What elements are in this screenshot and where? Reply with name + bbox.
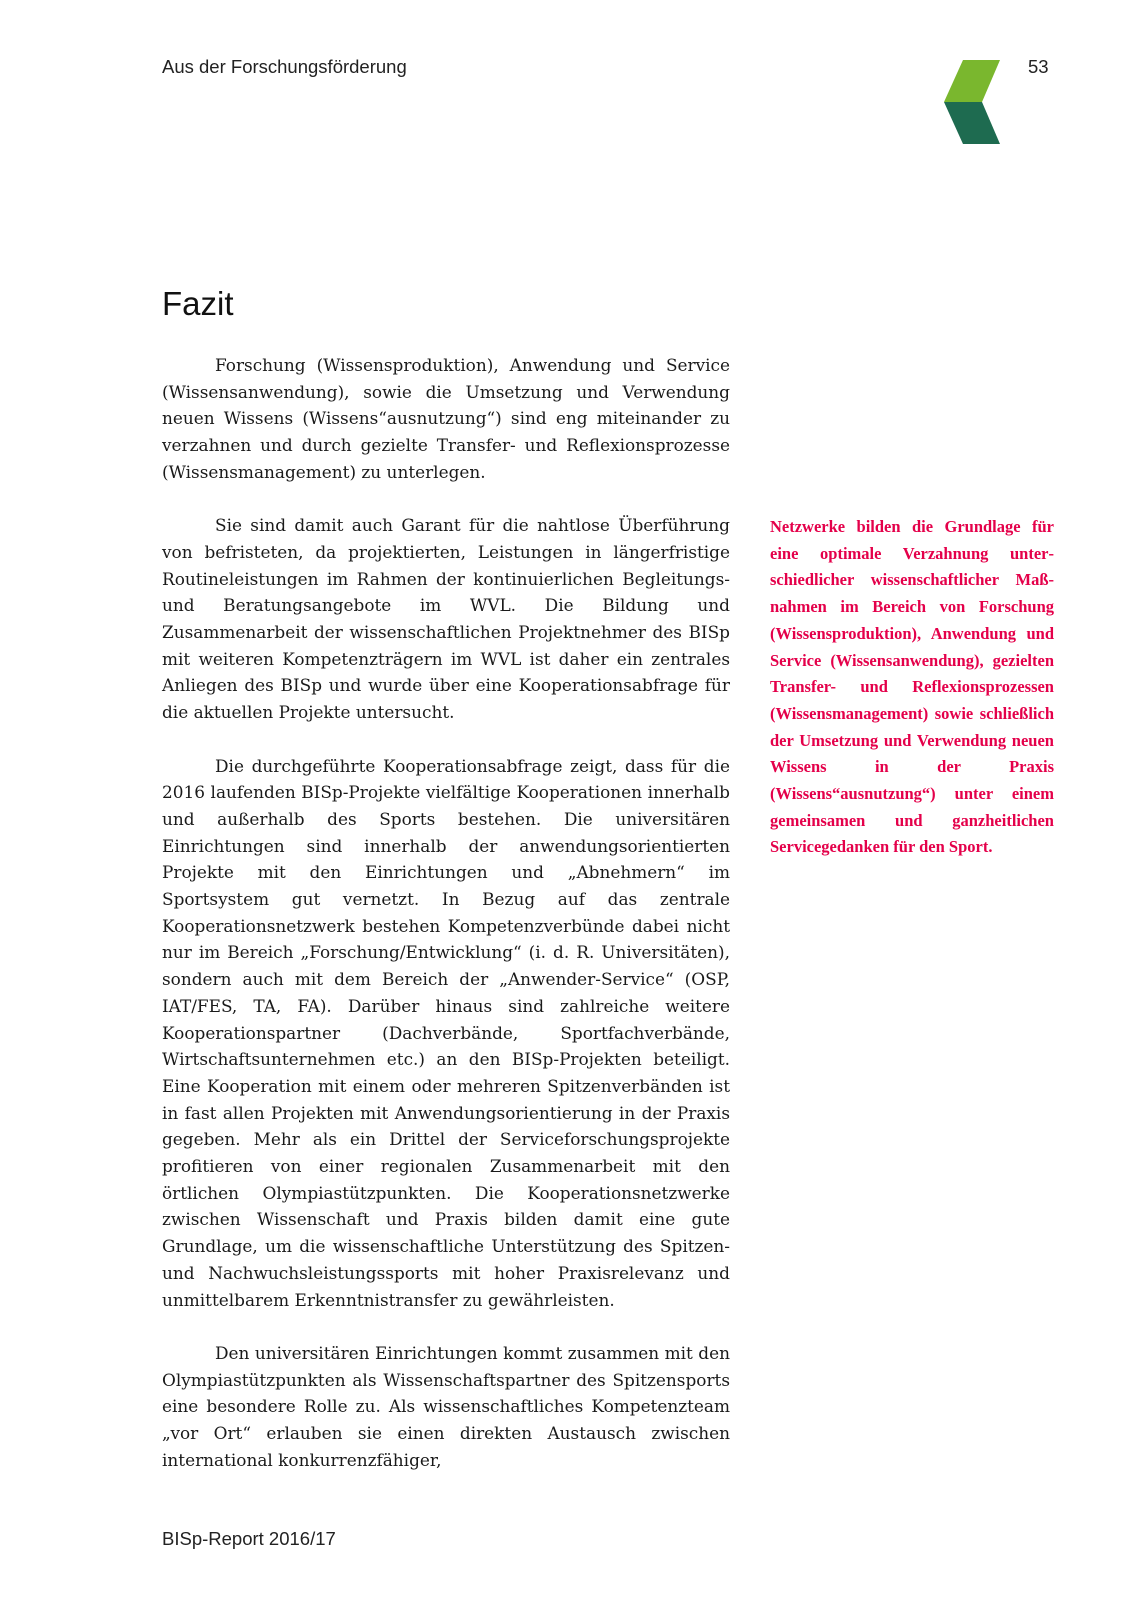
body-paragraph: Den universitären Einrichtungen kommt zusammen mit den Olympiastützpunkten als Wissenschaftspartner des Spitzensports eine besondere Rolle zu. Als wissenschaftliches Kompetenzteam „vor Ort“ erlauben sie einen direkten Austausch zwischen international konkurrenzfähiger, bbox=[162, 1342, 730, 1470]
body-paragraph: Forschung (Wissensproduktion), Anwendung und Service (Wissensanwendung), sowie die Umsetzung und Verwendung neuen Wissens (Wissens“ausnutzung“) sind eng miteinander zu verzahnen und durch gezielte Transfer- und Reflexionsprozesse (Wissensmanagement) zu unterlegen. bbox=[162, 355, 730, 482]
body-paragraph: Sie sind damit auch Garant für die nahtlose Überführung von befristeten, da projektierten, Leistungen in längerfristige Routineleistungen im Rahmen der kontinuierlichen Begleitungs- und Beratungsangebote im WVL. Die Bildung und Zusammenarbeit der wissenschaftlichen Projektnehmer des BISp mit weiteren Kompetenzträgern im WVL ist daher ein zentrales Anliegen des BISp und wurde über eine Kooperationsabfrage für die aktuellen Projekte untersucht. bbox=[162, 515, 730, 723]
logo-lower-chevron bbox=[944, 102, 1000, 144]
body-text bbox=[162, 352, 730, 1473]
logo-upper-chevron bbox=[944, 60, 1000, 102]
margin-note: Netzwerke bilden die Grundlage für eine optimale Verzahnung unterschiedlicher wissenschaftlicher Maßnahmen im Bereich von Forschung (Wissensproduktion), Anwendung und Service (Wissensanwendung), gezielten Transfer- und Reflexionsprozessen (Wissensmanagement) sowie schließlich der Umsetzung und Verwendung neuen Wissens in der Praxis (Wissens“ausnutzung“) unter einem gemeinsamen und ganzheitlichen Servicegedanken für den Sport. bbox=[770, 517, 1054, 857]
page-number: 53 bbox=[1028, 56, 1049, 77]
body-paragraph: Die durchgeführte Kooperationsabfrage zeigt, dass für die 2016 laufenden BISp-Projekte vielfältige Kooperationen innerhalb und außerhalb des Sports bestehen. Die universitären Einrichtungen sind innerhalb der anwendungsorientierten Projekte mit den Einrichtungen und „Abnehmern“ im Sportsystem gut vernetzt. In Bezug auf das zentrale Kooperationsnetzwerk bestehen Kompetenzverbünde dabei nicht nur im Bereich „Forschung/Entwicklung“ (i. d. R. Universitäten), sondern auch mit dem Bereich der „Anwender-Service“ (OSP, IAT/FES, TA, FA). Darüber hinaus sind zahlreiche weitere Kooperationspartner (Dachverbände, Sportfachverbände, Wirtschaftsunternehmen etc.) an den BISp-Projekten beteiligt. Eine Kooperation mit einem oder mehreren Spitzenverbänden ist in fast allen Projekten mit Anwendungsorientierung in der Praxis gegeben. Mehr als ein Drittel der Serviceforschungsprojekte profitieren von einer regionalen Zusammenarbeit mit den örtlichen Olympiastützpunkten. Die Kooperationsnetzwerke zwischen Wissenschaft und Praxis bilden damit eine gute Grundlage, um die wissenschaftliche Unterstützung des Spitzen- und Nachwuchsleistungssports mit hoher Praxisrelevanz und unmittelbarem Erkenntnistransfer zu gewährleisten. bbox=[162, 755, 730, 1310]
footer-report-title: BISp-Report 2016/17 bbox=[162, 1528, 336, 1549]
section-title: Fazit bbox=[162, 285, 234, 322]
bisp-chevron-logo-icon bbox=[944, 60, 1000, 144]
running-header: Aus der Forschungsförderung bbox=[162, 56, 407, 77]
